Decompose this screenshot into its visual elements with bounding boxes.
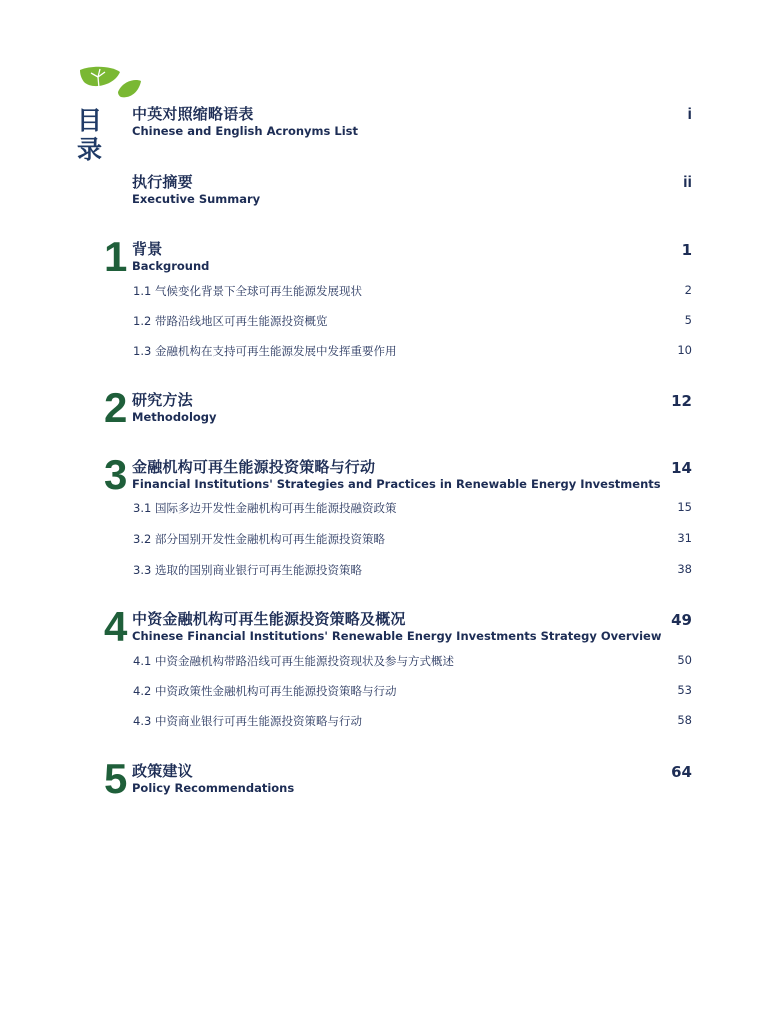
chapter-title-en: Background — [132, 259, 210, 273]
chapter-title-en: Methodology — [132, 410, 217, 424]
toc-section-1-3[interactable] — [133, 343, 692, 361]
chapter-title-en: Chinese Financial Institutions' Renewable Energy Investments Strategy Overview — [132, 629, 662, 643]
toc-section-1-1[interactable] — [133, 283, 692, 301]
section-page-number: 50 — [677, 653, 692, 667]
section-title: 1.1 气候变化背景下全球可再生能源发展现状 — [133, 284, 362, 298]
toc-section-4-1[interactable] — [133, 653, 692, 671]
section-title: 3.2 部分国别开发性金融机构可再生能源投资策略 — [133, 532, 385, 546]
toc-heading-char-1: 目 — [77, 106, 103, 135]
toc-entry-chapter-3[interactable] — [132, 459, 692, 491]
section-page-number: 10 — [677, 343, 692, 357]
chapter-title-en: Financial Institutions' Strategies and Practices in Renewable Energy Investments — [132, 477, 661, 491]
entry-title-en: Executive Summary — [132, 192, 261, 206]
chapter-number-5: 5 — [104, 755, 128, 802]
chapter-page-number: 49 — [671, 611, 692, 629]
section-title: 3.1 国际多边开发性金融机构可再生能源投融资政策 — [133, 501, 397, 515]
chapter-title-en: Policy Recommendations — [132, 781, 295, 795]
section-page-number: 5 — [684, 313, 692, 327]
entry-title-en: Chinese and English Acronyms List — [132, 124, 358, 138]
chapter-title-zh: 金融机构可再生能源投资策略与行动 — [132, 458, 376, 476]
toc-section-3-1[interactable] — [133, 500, 692, 518]
section-title: 4.2 中资政策性金融机构可再生能源投资策略与行动 — [133, 684, 397, 698]
chapter-title-zh: 政策建议 — [132, 762, 193, 780]
entry-page-number: ii — [683, 174, 692, 191]
chapter-number-3: 3 — [104, 451, 128, 498]
chapter-title-zh: 研究方法 — [132, 391, 193, 409]
toc-entry-chapter-1[interactable] — [132, 241, 692, 273]
section-title: 3.3 选取的国别商业银行可再生能源投资策略 — [133, 563, 362, 577]
toc-section-4-2[interactable] — [133, 683, 692, 701]
chapter-page-number: 64 — [671, 763, 692, 781]
toc-entry-acronyms[interactable] — [132, 106, 692, 138]
section-page-number: 53 — [677, 683, 692, 697]
chapter-title-zh: 中资金融机构可再生能源投资策略及概况 — [132, 610, 406, 628]
toc-section-3-2[interactable] — [133, 531, 692, 549]
section-title: 4.1 中资金融机构带路沿线可再生能源投资现状及参与方式概述 — [133, 654, 454, 668]
section-title: 4.3 中资商业银行可再生能源投资策略与行动 — [133, 714, 362, 728]
toc-section-4-3[interactable] — [133, 713, 692, 731]
chapter-page-number: 14 — [671, 459, 692, 477]
toc-entry-chapter-2[interactable] — [132, 392, 692, 424]
section-title: 1.2 带路沿线地区可再生能源投资概览 — [133, 314, 328, 328]
section-page-number: 2 — [684, 283, 692, 297]
toc-entry-chapter-5[interactable] — [132, 763, 692, 795]
toc-entry-executive-summary[interactable] — [132, 174, 692, 206]
toc-section-3-3[interactable] — [133, 562, 692, 580]
section-page-number: 15 — [677, 500, 692, 514]
entry-title-zh: 执行摘要 — [132, 173, 193, 191]
chapter-page-number: 12 — [671, 392, 692, 410]
section-page-number: 58 — [677, 713, 692, 727]
chapter-page-number: 1 — [681, 241, 692, 259]
toc-entry-chapter-4[interactable] — [132, 611, 692, 643]
toc-heading-char-2: 录 — [77, 135, 103, 164]
entry-title-zh: 中英对照缩略语表 — [132, 105, 254, 123]
section-page-number: 31 — [677, 531, 692, 545]
chapter-number-1: 1 — [104, 233, 128, 280]
section-page-number: 38 — [677, 562, 692, 576]
chapter-number-2: 2 — [104, 384, 128, 431]
entry-page-number: i — [687, 106, 692, 123]
leaf-wind-turbine-logo-icon — [78, 66, 142, 100]
toc-heading — [77, 106, 105, 164]
toc-section-1-2[interactable] — [133, 313, 692, 331]
chapter-number-4: 4 — [104, 603, 128, 650]
section-title: 1.3 金融机构在支持可再生能源发展中发挥重要作用 — [133, 344, 397, 358]
chapter-title-zh: 背景 — [132, 240, 163, 258]
